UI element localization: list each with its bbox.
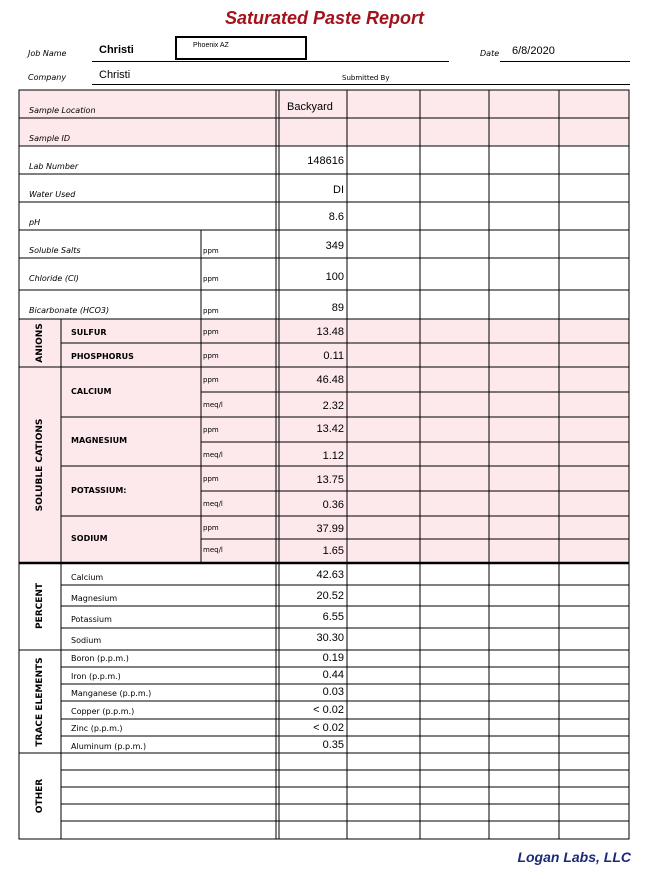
boron-value: 0.19 — [322, 652, 344, 664]
footer-brand: Logan Labs, LLC — [517, 849, 631, 865]
percent-group-label: PERCENT — [35, 582, 45, 630]
lab-number-value: 148616 — [307, 155, 344, 167]
soluble-cations-group-label: SOLUBLE CATIONS — [35, 418, 45, 512]
magnesium-label: MAGNESIUM — [71, 436, 128, 445]
manganese-value: 0.03 — [322, 686, 344, 698]
report-title: Saturated Paste Report — [224, 8, 425, 28]
copper-label: Copper (p.p.m.) — [71, 707, 135, 716]
soluble-salts-value: 349 — [325, 240, 344, 252]
bicarbonate-label: Bicarbonate (HCO3) — [29, 306, 110, 315]
sodium-label: SODIUM — [71, 534, 108, 543]
ph-label: pH — [29, 218, 41, 227]
chloride-unit: ppm — [203, 275, 219, 283]
chloride-value: 100 — [325, 271, 344, 283]
percent-calcium-label: Calcium — [71, 573, 104, 582]
soluble-salts-label: Soluble Salts — [29, 246, 81, 255]
potassium-ppm-unit: ppm — [203, 475, 219, 483]
trace-elements-group-label: TRACE ELEMENTS — [35, 657, 45, 747]
aluminum-label: Aluminum (p.p.m.) — [71, 742, 147, 751]
sodium-ppm-value: 37.99 — [316, 523, 344, 535]
calcium-meq-value: 2.32 — [322, 400, 344, 412]
date-value: 6/8/2020 — [512, 45, 555, 57]
sodium-ppm-unit: ppm — [203, 524, 219, 532]
sample-location-value: Backyard — [287, 101, 333, 113]
copper-value: < 0.02 — [313, 704, 344, 716]
job-name-value: Christi — [99, 44, 134, 56]
calcium-ppm-unit: ppm — [203, 376, 219, 384]
sodium-meq-value: 1.65 — [322, 545, 344, 557]
percent-potassium-value: 6.55 — [322, 611, 344, 623]
anions-group-label: ANIONS — [35, 323, 45, 363]
lab-number-label: Lab Number — [29, 162, 79, 171]
location-value: Phoenix AZ — [193, 42, 229, 49]
percent-potassium-label: Potassium — [71, 615, 112, 624]
bicarbonate-value: 89 — [331, 302, 344, 314]
sulfur-value: 13.48 — [316, 326, 344, 338]
phosphorus-value: 0.11 — [323, 350, 344, 362]
calcium-label: CALCIUM — [71, 387, 112, 396]
phosphorus-label: PHOSPHORUS — [71, 352, 134, 361]
submitted-by-label: Submitted By — [342, 74, 390, 82]
phosphorus-unit: ppm — [203, 352, 219, 360]
potassium-ppm-value: 13.75 — [316, 474, 344, 486]
other-group-label: OTHER — [35, 778, 45, 814]
sulfur-unit: ppm — [203, 328, 219, 336]
water-used-label: Water Used — [29, 190, 76, 199]
magnesium-ppm-unit: ppm — [203, 426, 219, 434]
company-value: Christi — [99, 69, 131, 81]
iron-value: 0.44 — [322, 669, 344, 681]
chloride-label: Chloride (Cl) — [29, 274, 79, 283]
bicarbonate-unit: ppm — [203, 307, 219, 315]
percent-sodium-value: 30.30 — [316, 632, 344, 644]
percent-magnesium-value: 20.52 — [316, 590, 344, 602]
job-name-label: Job Name — [28, 49, 67, 58]
potassium-meq-unit: meq/l — [203, 500, 223, 508]
magnesium-ppm-value: 13.42 — [316, 423, 344, 435]
percent-sodium-label: Sodium — [71, 636, 102, 645]
potassium-label: POTASSIUM: — [71, 486, 127, 495]
ph-value: 8.6 — [328, 211, 344, 223]
magnesium-meq-unit: meq/l — [203, 451, 223, 459]
manganese-label: Manganese (p.p.m.) — [71, 689, 152, 698]
soluble-salts-unit: ppm — [203, 247, 219, 255]
calcium-meq-unit: meq/l — [203, 401, 223, 409]
potassium-meq-value: 0.36 — [322, 499, 344, 511]
company-label: Company — [28, 73, 67, 82]
water-used-value: DI — [333, 184, 344, 196]
zinc-label: Zinc (p.p.m.) — [71, 724, 123, 733]
calcium-ppm-value: 46.48 — [316, 374, 344, 386]
iron-label: Iron (p.p.m.) — [71, 672, 121, 681]
zinc-value: < 0.02 — [313, 722, 344, 734]
sodium-meq-unit: meq/l — [203, 546, 223, 554]
percent-magnesium-label: Magnesium — [71, 594, 118, 603]
sample-location-label: Sample Location — [29, 106, 96, 115]
aluminum-value: 0.35 — [322, 739, 344, 751]
sample-id-label: Sample ID — [29, 134, 71, 143]
sulfur-label: SULFUR — [71, 328, 107, 337]
boron-label: Boron (p.p.m.) — [71, 654, 129, 663]
magnesium-meq-value: 1.12 — [322, 450, 344, 462]
date-label: Date — [480, 49, 500, 58]
percent-calcium-value: 42.63 — [316, 569, 344, 581]
